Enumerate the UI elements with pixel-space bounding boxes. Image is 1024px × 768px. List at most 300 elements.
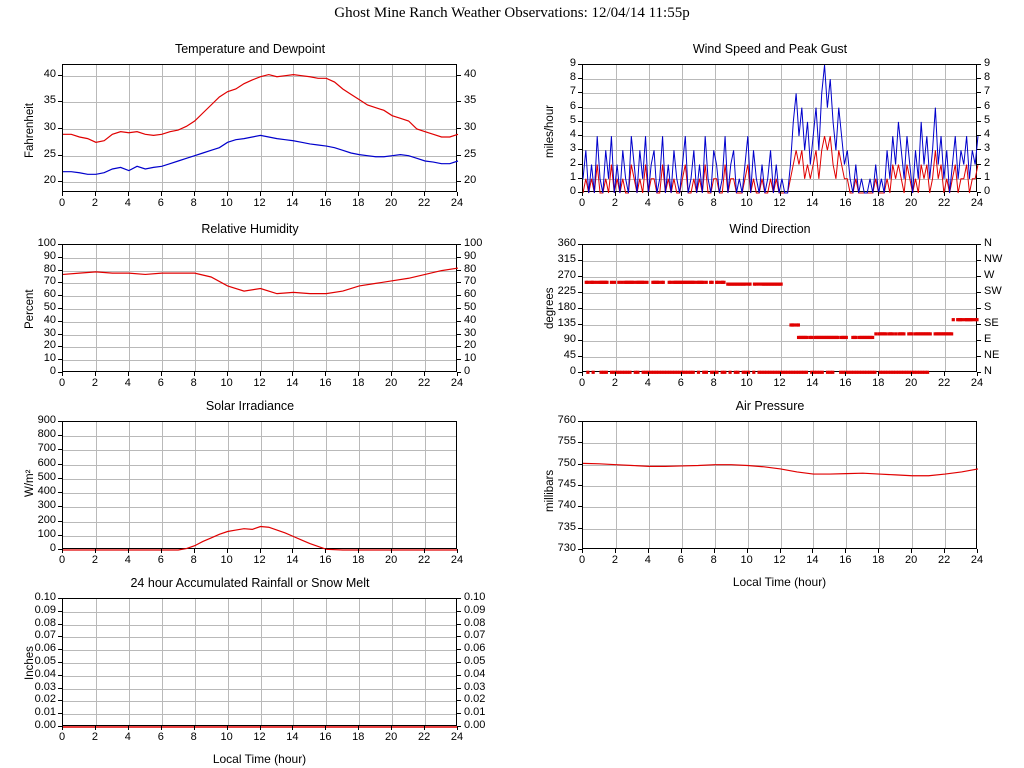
axis-tick (227, 726, 228, 730)
axis-tick (58, 155, 62, 156)
data-point (792, 323, 795, 326)
x-tick-label: 6 (677, 554, 684, 566)
data-point (902, 332, 905, 335)
x-tick-label: 22 (417, 197, 431, 209)
axis-tick (578, 528, 582, 529)
axis-tick (292, 372, 293, 376)
y-tick-label-right: 0.04 (464, 667, 486, 680)
x-tick-label: 6 (157, 377, 164, 389)
chart-title: Relative Humidity (201, 222, 299, 236)
y-tick-label: 315 (557, 253, 576, 265)
axis-tick (260, 549, 261, 553)
axis-tick (457, 359, 461, 360)
axis-tick (95, 726, 96, 730)
y-tick-label: 0 (49, 365, 56, 377)
y-tick-label: 730 (557, 542, 576, 554)
y-tick-label: 10 (43, 352, 56, 365)
axis-tick (648, 549, 649, 553)
data-point (805, 371, 808, 374)
axis-tick (578, 92, 582, 93)
data-point (871, 336, 874, 339)
y-tick-label-right: 40 (464, 313, 477, 326)
y-tick-label: 750 (557, 456, 576, 469)
chart-title: Air Pressure (735, 399, 805, 413)
axis-tick (58, 506, 62, 507)
y-tick-label-right: 3 (984, 142, 991, 155)
axis-tick (578, 356, 582, 357)
axis-tick (227, 192, 228, 196)
plot-area (582, 64, 977, 192)
axis-tick (977, 308, 981, 309)
data-point (723, 371, 726, 374)
axis-tick (227, 549, 228, 553)
axis-tick (58, 282, 62, 283)
y-tick-label: 270 (557, 269, 576, 281)
axis-tick (578, 442, 582, 443)
x-tick-label: 4 (124, 197, 131, 209)
series-layer (63, 65, 458, 193)
data-point (873, 371, 876, 374)
axis-tick (578, 324, 582, 325)
axis-tick (58, 372, 62, 373)
y-tick-label-right: 0.06 (464, 642, 486, 655)
y-axis-title: Percent (24, 289, 36, 329)
x-tick-label: 24 (450, 554, 464, 566)
axis-tick (457, 624, 461, 625)
y-tick-label: 100 (37, 237, 56, 249)
x-tick-label: 20 (385, 554, 398, 566)
axis-tick (648, 372, 649, 376)
x-tick-label: 18 (872, 197, 885, 209)
x-tick-label: 16 (319, 197, 332, 209)
x-tick-label: 8 (190, 377, 197, 389)
x-tick-label: 14 (806, 197, 819, 209)
axis-tick (977, 324, 981, 325)
axis-tick (878, 192, 879, 196)
data-point (613, 281, 616, 284)
y-tick-label-right: 50 (464, 301, 477, 313)
x-tick-label: 2 (611, 377, 618, 389)
axis-tick (578, 549, 582, 550)
axis-tick (424, 372, 425, 376)
axis-tick (58, 257, 62, 258)
plot-area (62, 421, 457, 549)
axis-tick (578, 164, 582, 165)
y-tick-label-right: 90 (464, 249, 477, 262)
data-series-line (583, 65, 978, 193)
axis-tick (457, 346, 461, 347)
axis-tick (845, 192, 846, 196)
y-tick-label-right: 9 (984, 57, 991, 69)
x-tick-label: 16 (839, 377, 852, 389)
axis-tick (58, 435, 62, 436)
x-tick-label: 16 (319, 377, 332, 389)
x-tick-label: 4 (644, 554, 651, 566)
data-point (642, 281, 645, 284)
axis-tick (58, 549, 62, 550)
axis-tick (128, 726, 129, 730)
x-tick-label: 20 (905, 554, 918, 566)
x-tick-label: 6 (157, 731, 164, 743)
x-tick-label: 2 (91, 377, 98, 389)
axis-tick (58, 308, 62, 309)
x-tick-label: 0 (578, 197, 586, 209)
y-tick-label: 0 (569, 185, 576, 197)
x-tick-label: 20 (385, 197, 398, 209)
y-tick-label: 1 (569, 170, 576, 183)
axis-tick (62, 549, 63, 553)
series-layer (583, 65, 978, 193)
axis-tick (812, 372, 813, 376)
axis-tick (58, 359, 62, 360)
axis-tick (681, 192, 682, 196)
axis-tick (582, 549, 583, 553)
data-point (971, 318, 974, 321)
axis-tick (977, 92, 981, 93)
axis-tick (325, 726, 326, 730)
data-point (929, 332, 932, 335)
y-tick-label: 0.06 (34, 642, 56, 655)
y-tick-label: 8 (569, 71, 576, 84)
axis-tick (911, 549, 912, 553)
data-point (620, 281, 623, 284)
y-tick-label: 80 (43, 262, 56, 275)
y-tick-label-right: 0.10 (464, 591, 486, 603)
axis-tick (977, 340, 981, 341)
x-tick-label: 24 (970, 197, 984, 209)
axis-tick (58, 611, 62, 612)
y-tick-label-right: 30 (464, 121, 477, 133)
data-point (845, 336, 848, 339)
y-tick-label: 100 (37, 527, 56, 540)
x-tick-label: 12 (773, 197, 786, 209)
data-point (780, 283, 783, 286)
y-tick-label: 5 (569, 113, 576, 126)
y-tick-label: 0.00 (34, 719, 56, 731)
y-tick-label: 745 (557, 478, 576, 490)
axis-tick (615, 549, 616, 553)
y-tick-label-right: 0.05 (464, 655, 486, 667)
y-tick-label: 0.09 (34, 603, 56, 616)
data-point (884, 332, 887, 335)
axis-tick (578, 149, 582, 150)
series-layer (63, 245, 458, 373)
x-tick-label: 12 (773, 377, 786, 389)
data-point (645, 281, 648, 284)
chart-pressure (530, 399, 1010, 589)
axis-tick (615, 192, 616, 196)
data-point (610, 281, 613, 284)
y-tick-label: 4 (569, 128, 576, 141)
data-point (831, 371, 834, 374)
y-tick-label-right: SW (984, 285, 1002, 297)
axis-tick (58, 700, 62, 701)
axis-tick (911, 372, 912, 376)
y-tick-label: 135 (557, 317, 576, 329)
data-point (952, 318, 955, 321)
x-tick-label: 16 (839, 197, 852, 209)
axis-tick (944, 192, 945, 196)
axis-tick (58, 662, 62, 663)
axis-tick (457, 295, 461, 296)
data-point (705, 281, 708, 284)
y-tick-label: 40 (43, 67, 56, 80)
chart-title: Wind Direction (729, 222, 811, 236)
axis-tick (58, 421, 62, 422)
data-point (716, 281, 719, 284)
y-tick-label: 760 (557, 414, 576, 426)
y-tick-label: 2 (569, 156, 576, 169)
x-tick-label: 2 (611, 554, 618, 566)
x-tick-label: 0 (58, 554, 66, 566)
axis-tick (977, 178, 981, 179)
data-point (757, 283, 760, 286)
axis-tick (714, 549, 715, 553)
x-tick-label: 10 (220, 197, 233, 209)
data-point (805, 336, 808, 339)
chart-title: Solar Irradiance (205, 399, 295, 413)
x-tick-label: 24 (450, 377, 464, 389)
x-tick-label: 6 (677, 197, 684, 209)
x-tick-label: 10 (740, 197, 753, 209)
chart-title: Temperature and Dewpoint (174, 42, 326, 56)
y-tick-label-right: 10 (464, 352, 477, 365)
axis-tick (780, 549, 781, 553)
axis-tick (977, 244, 981, 245)
x-tick-label: 12 (253, 554, 266, 566)
axis-tick (358, 726, 359, 730)
axis-tick (977, 149, 981, 150)
y-tick-label-right: 6 (984, 99, 991, 112)
axis-tick (58, 464, 62, 465)
axis-tick (260, 726, 261, 730)
x-tick-label: 14 (806, 554, 819, 566)
x-tick-label: 22 (417, 554, 431, 566)
y-tick-label: 180 (557, 301, 576, 313)
x-tick-label: 12 (253, 731, 266, 743)
x-tick-label: 10 (740, 554, 753, 566)
x-tick-label: 20 (385, 377, 398, 389)
y-tick-label-right: 8 (984, 71, 991, 84)
axis-tick (58, 598, 62, 599)
axis-tick (58, 334, 62, 335)
axis-tick (977, 192, 981, 193)
x-tick-label: 10 (220, 731, 233, 743)
y-tick-label: 600 (37, 456, 56, 469)
data-point (752, 371, 755, 374)
y-tick-label: 300 (37, 499, 56, 512)
axis-tick (457, 713, 461, 714)
y-tick-label-right: 0.07 (464, 629, 486, 642)
y-tick-label: 0.03 (34, 680, 56, 693)
axis-tick (578, 276, 582, 277)
axis-tick (812, 192, 813, 196)
axis-tick (58, 726, 62, 727)
y-tick-label-right: 30 (464, 326, 477, 339)
y-tick-label: 735 (557, 520, 576, 533)
axis-tick (58, 478, 62, 479)
x-tick-label: 12 (773, 554, 786, 566)
data-point (692, 371, 695, 374)
axis-tick (977, 276, 981, 277)
y-tick-label: 6 (569, 99, 576, 112)
axis-tick (457, 181, 461, 182)
axis-tick (780, 372, 781, 376)
data-series-line (63, 527, 458, 550)
axis-tick (58, 295, 62, 296)
axis-tick (977, 135, 981, 136)
x-tick-label: 2 (91, 731, 98, 743)
data-point (636, 371, 639, 374)
axis-tick (457, 675, 461, 676)
x-tick-label: 8 (710, 197, 717, 209)
x-tick-label: 4 (124, 377, 131, 389)
x-tick-label: 2 (611, 197, 618, 209)
axis-tick (58, 492, 62, 493)
axis-tick (747, 549, 748, 553)
x-tick-label: 22 (937, 554, 951, 566)
axis-tick (161, 726, 162, 730)
y-tick-label: 0.05 (34, 655, 56, 667)
plot-area (62, 244, 457, 372)
axis-tick (457, 726, 461, 727)
axis-tick (62, 372, 63, 376)
axis-tick (58, 244, 62, 245)
y-tick-label: 0 (569, 365, 576, 377)
y-tick-label-right: 70 (464, 275, 477, 288)
axis-tick (58, 449, 62, 450)
axis-tick (58, 636, 62, 637)
y-tick-label-right: 7 (984, 85, 991, 98)
axis-tick (578, 107, 582, 108)
y-axis-title: W/m² (24, 469, 36, 497)
y-tick-label-right: 35 (464, 94, 477, 107)
axis-tick (260, 372, 261, 376)
y-tick-label: 0.08 (34, 616, 56, 629)
axis-tick (457, 321, 461, 322)
y-tick-label: 200 (37, 513, 56, 526)
y-tick-label: 30 (43, 326, 56, 339)
axis-tick (358, 372, 359, 376)
y-tick-label: 700 (37, 442, 56, 455)
chart-title: 24 hour Accumulated Rainfall or Snow Melt (130, 576, 370, 590)
axis-tick (582, 372, 583, 376)
y-axis-title: Fahrenheit (24, 103, 36, 158)
axis-tick (58, 270, 62, 271)
x-tick-label: 12 (253, 197, 266, 209)
axis-tick (457, 101, 461, 102)
data-point (702, 281, 705, 284)
y-tick-label: 0 (49, 542, 56, 554)
y-tick-label: 0.02 (34, 693, 56, 706)
axis-tick (578, 64, 582, 65)
x-tick-label: 22 (937, 197, 951, 209)
x-tick-label: 18 (872, 377, 885, 389)
axis-tick (457, 700, 461, 701)
y-axis-title: millibars (544, 469, 556, 512)
y-tick-label-right: 0.08 (464, 616, 486, 629)
axis-tick (578, 192, 582, 193)
data-point (836, 336, 839, 339)
data-point (911, 332, 914, 335)
axis-tick (578, 78, 582, 79)
y-tick-label: 360 (557, 237, 576, 249)
series-layer (583, 422, 978, 550)
axis-tick (292, 549, 293, 553)
axis-tick (457, 244, 461, 245)
axis-tick (578, 506, 582, 507)
data-point (669, 281, 672, 284)
y-tick-label-right: 5 (984, 113, 991, 126)
y-tick-label-right: 40 (464, 67, 477, 80)
axis-tick (95, 549, 96, 553)
plot-area (62, 64, 457, 192)
y-tick-label: 50 (43, 301, 56, 313)
axis-tick (457, 372, 461, 373)
y-tick-label: 60 (43, 288, 56, 301)
axis-tick (58, 713, 62, 714)
y-tick-label: 755 (557, 435, 576, 448)
axis-tick (578, 292, 582, 293)
data-point (926, 371, 929, 374)
data-point (728, 371, 731, 374)
axis-tick (845, 549, 846, 553)
x-tick-label: 0 (58, 377, 66, 389)
axis-tick (292, 726, 293, 730)
x-tick-label: 0 (58, 731, 66, 743)
axis-tick (578, 244, 582, 245)
data-point (715, 371, 718, 374)
axis-tick (578, 121, 582, 122)
axis-tick (457, 155, 461, 156)
axis-tick (95, 192, 96, 196)
x-tick-label: 2 (91, 554, 98, 566)
y-tick-label: 40 (43, 313, 56, 326)
axis-tick (911, 192, 912, 196)
x-tick-label: 8 (190, 554, 197, 566)
axis-tick (358, 549, 359, 553)
x-tick-label: 0 (578, 554, 586, 566)
x-tick-label: 0 (578, 377, 586, 389)
axis-tick (457, 611, 461, 612)
axis-tick (457, 598, 461, 599)
y-axis-title: miles/hour (544, 104, 556, 158)
axis-tick (58, 181, 62, 182)
axis-tick (977, 64, 981, 65)
axis-tick (58, 624, 62, 625)
x-axis-title: Local Time (hour) (212, 752, 307, 766)
series-layer (63, 599, 458, 727)
x-tick-label: 8 (710, 377, 717, 389)
axis-tick (578, 421, 582, 422)
plot-area (582, 421, 977, 549)
axis-tick (457, 308, 461, 309)
axis-tick (578, 464, 582, 465)
data-point (705, 371, 708, 374)
y-tick-label: 3 (569, 142, 576, 155)
data-series-line (63, 135, 458, 174)
x-tick-label: 8 (190, 197, 197, 209)
x-tick-label: 8 (190, 731, 197, 743)
data-point (722, 281, 725, 284)
data-point (605, 371, 608, 374)
x-tick-label: 14 (286, 197, 299, 209)
x-tick-label: 12 (253, 377, 266, 389)
y-tick-label-right: E (984, 333, 992, 345)
axis-tick (578, 340, 582, 341)
axis-tick (424, 726, 425, 730)
axis-tick (457, 257, 461, 258)
